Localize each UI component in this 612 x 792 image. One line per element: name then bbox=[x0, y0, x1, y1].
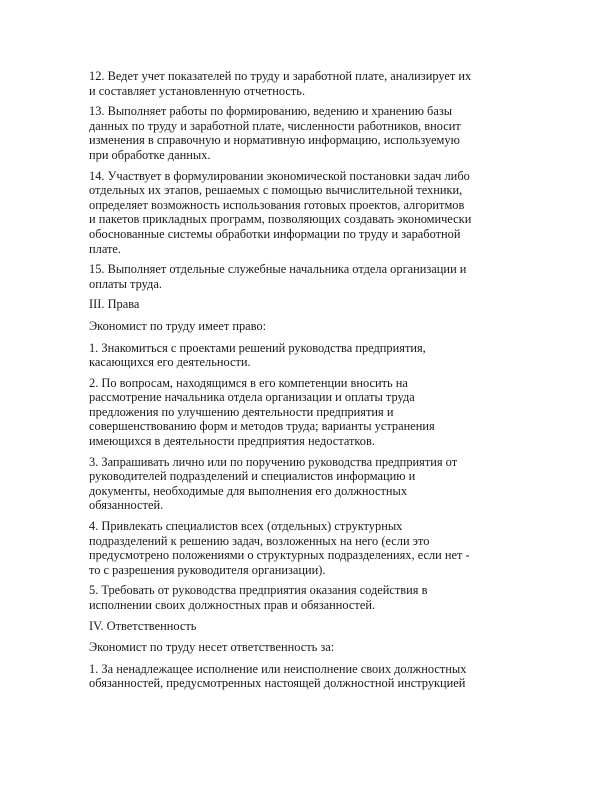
text-line: Экономист по труду несет ответственность за: bbox=[89, 640, 335, 655]
text-line: то с разрешения руководителя организации). bbox=[89, 562, 326, 577]
text-line: совершенствованию форм и методов труда; варианты устранения bbox=[89, 419, 435, 434]
text-line: 2. По вопросам, находящимся в его компетенции вносить на bbox=[89, 375, 408, 390]
text-line: обоснованные системы обработки информации по труду и заработной bbox=[89, 226, 461, 241]
text-line: предложения по улучшению деятельности предприятия и bbox=[89, 404, 394, 419]
section-heading-responsibility bbox=[89, 619, 529, 634]
paragraph-right-2 bbox=[89, 376, 529, 449]
paragraph-right-5 bbox=[89, 583, 529, 612]
heading-text: IV. Ответственность bbox=[89, 618, 197, 633]
text-line: рассмотрение начальника отдела организации и оплаты труда bbox=[89, 390, 415, 405]
text-line: Экономист по труду имеет право: bbox=[89, 318, 267, 333]
paragraph-right-3 bbox=[89, 455, 529, 513]
text-line: предусмотрено положениями о структурных подразделениях, если нет - bbox=[89, 548, 470, 563]
rights-intro bbox=[89, 319, 529, 334]
text-line: обязанностей, предусмотренных настоящей должностной инструкцией bbox=[89, 676, 466, 691]
paragraph-item-15 bbox=[89, 262, 529, 291]
text-line: и пакетов прикладных программ, позволяющих создавать экономически bbox=[89, 212, 472, 227]
text-line: 15. Выполняет отдельные служебные начальника отдела организации и bbox=[89, 262, 467, 277]
text-line: отдельных их этапов, решаемых с помощью вычислительной техники, bbox=[89, 183, 463, 198]
text-line: исполнении своих должностных прав и обязанностей. bbox=[89, 598, 376, 612]
text-line: руководителей подразделений и специалистов информацию и bbox=[89, 469, 416, 484]
document-page bbox=[89, 69, 529, 697]
text-line: 14. Участвует в формулировании экономической постановки задач либо bbox=[89, 168, 470, 183]
section-heading-rights bbox=[89, 297, 529, 312]
text-line: 1. Знакомиться с проектами решений руководства предприятия, bbox=[89, 340, 426, 355]
paragraph-right-4 bbox=[89, 519, 529, 577]
paragraph-right-1 bbox=[89, 341, 529, 370]
text-line: 3. Запрашивать лично или по поручению руководства предприятия от bbox=[89, 454, 458, 469]
text-line: 12. Ведет учет показателей по труду и заработной плате, анализирует их bbox=[89, 69, 472, 83]
text-line: 1. За ненадлежащее исполнение или неисполнение своих должностных bbox=[89, 661, 467, 676]
text-line: имеющихся в деятельности предприятия недостатков. bbox=[89, 434, 375, 449]
paragraph-item-12 bbox=[89, 69, 529, 98]
paragraph-item-14 bbox=[89, 169, 529, 257]
text-line: 5. Требовать от руководства предприятия оказания содействия в bbox=[89, 583, 428, 598]
text-line: подразделений к решению задач, возложенных на него (если это bbox=[89, 533, 430, 548]
text-line: 13. Выполняет работы по формированию, ведению и хранению базы bbox=[89, 104, 453, 119]
text-line: касающихся его деятельности. bbox=[89, 355, 251, 370]
text-line: и составляет установленную отчетность. bbox=[89, 83, 306, 98]
text-line: 4. Привлекать специалистов всех (отдельных) структурных bbox=[89, 519, 403, 534]
text-line: обязанностей. bbox=[89, 498, 164, 513]
text-line: определяет возможность использования готовых проектов, алгоритмов bbox=[89, 197, 465, 212]
heading-text: III. Права bbox=[89, 297, 140, 312]
paragraph-responsibility-1 bbox=[89, 662, 529, 691]
text-line: плате. bbox=[89, 241, 122, 256]
text-line: данных по труду и заработной плате, численности работников, вносит bbox=[89, 118, 461, 133]
text-line: при обработке данных. bbox=[89, 147, 211, 162]
text-line: оплаты труда. bbox=[89, 276, 162, 291]
text-line: документы, необходимые для выполнения его должностных bbox=[89, 483, 408, 498]
paragraph-item-13 bbox=[89, 104, 529, 162]
responsibility-intro bbox=[89, 640, 529, 655]
text-line: изменения в справочную и нормативную информацию, используемую bbox=[89, 133, 460, 148]
